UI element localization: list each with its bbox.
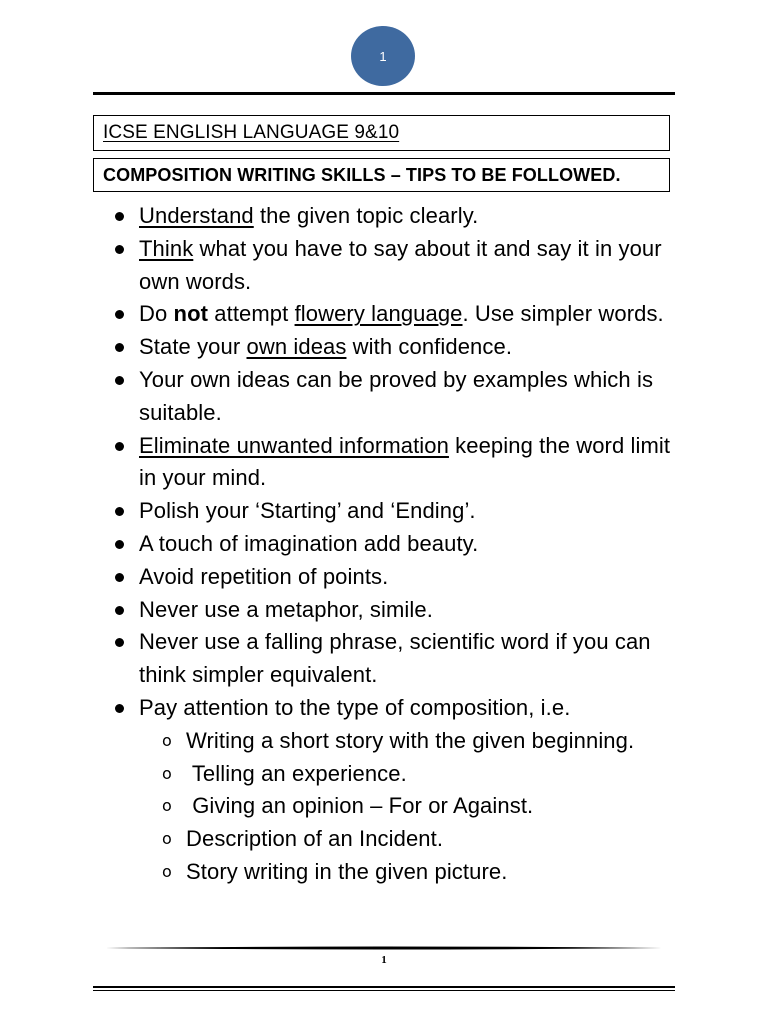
list-item: Eliminate unwanted information keeping the word limit in your mind.	[110, 430, 685, 496]
list-item: Think what you have to say about it and say it in your own words.	[110, 233, 685, 299]
title-heading-box	[93, 158, 670, 192]
course-heading-box	[93, 115, 670, 151]
circle-bullet-icon: o	[162, 730, 172, 750]
footer-page-number: 1	[381, 954, 387, 966]
course-heading: ICSE ENGLISH LANGUAGE 9&10	[103, 122, 400, 143]
sub-list-item: o Giving an opinion – For or Against.	[110, 790, 685, 823]
sub-list-item: o Description of an Incident.	[110, 823, 685, 856]
circle-bullet-icon: o	[162, 861, 172, 881]
circle-bullet-icon: o	[162, 829, 172, 849]
list-item: Do not attempt flowery language. Use simpler words.	[110, 298, 685, 331]
list-item: A touch of imagination add beauty.	[110, 528, 685, 561]
page-number-badge: 1	[351, 26, 415, 86]
sub-list-item: o Telling an experience.	[110, 758, 685, 791]
list-item: Never use a metaphor, simile.	[110, 594, 685, 627]
bottom-rule	[93, 986, 675, 988]
circle-bullet-icon: o	[162, 796, 172, 816]
list-item: Avoid repetition of points.	[110, 561, 685, 594]
page-title: COMPOSITION WRITING SKILLS – TIPS TO BE FOLLOWED.	[103, 164, 621, 185]
list-item: Understand the given topic clearly.	[110, 200, 685, 233]
tips-list	[110, 200, 685, 889]
list-item: Polish your ‘Starting’ and ‘Ending’.	[110, 495, 685, 528]
sub-list-item: o Story writing in the given picture.	[110, 856, 685, 889]
list-item: Your own ideas can be proved by examples which is suitable.	[110, 364, 685, 430]
circle-bullet-icon: o	[162, 763, 172, 783]
bottom-rule-thin	[93, 990, 675, 991]
header-rule	[93, 92, 675, 95]
sub-list-item: o Writing a short story with the given beginning.	[110, 725, 685, 758]
list-item: Never use a falling phrase, scientific word if you can think simpler equivalent.	[110, 626, 685, 692]
list-item: State your own ideas with confidence.	[110, 331, 685, 364]
footer-divider	[106, 946, 662, 950]
list-item: Pay attention to the type of composition, i.e.	[110, 692, 685, 725]
